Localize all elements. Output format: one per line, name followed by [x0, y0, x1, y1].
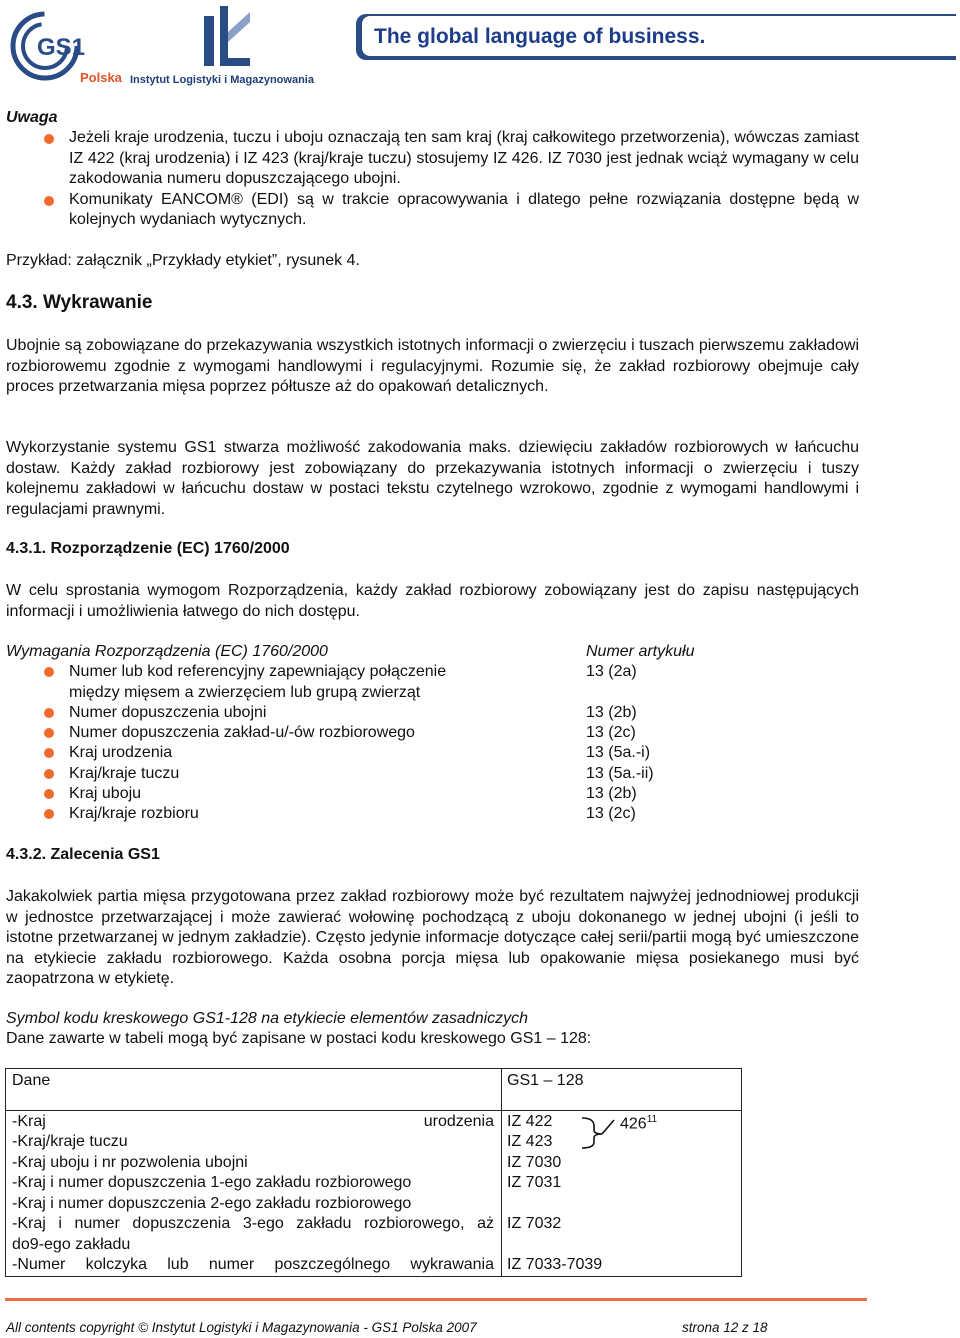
- requirement-row: [6, 723, 859, 743]
- uwaga-bullet: Komunikaty EANCOM® (EDI) są w trakcie opracowywania i dlatego pełne rozwiązania dostępne będą w kolejnych wydaniach wytycznych.: [6, 190, 859, 231]
- uwaga-bullet: Jeżeli kraje urodzenia, tuczu i uboju oznaczają ten sam kraj (kraj całkowitego przetworzenia), wówczas zamiast IZ 422 (kraj urodzenia) i IZ 423 (kraj/kraje tuczu) stosujemy IZ 426. IZ 7030 jest jednak wciąż wymagany w celu zakodowania numeru dopuszczającego ubojni.: [6, 128, 859, 190]
- table-cell-left: -Kraj i numer dopuszczenia 3-ego zakładu rozbiorowego, aż: [12, 1215, 494, 1232]
- example-line: Przykład: załącznik „Przykłady etykiet”, rysunek 4.: [6, 252, 360, 269]
- footer-rule: [5, 1298, 867, 1301]
- requirement-article: 13 (5a.-i): [586, 744, 651, 762]
- ilim-logo-text: Instytut Logistyki i Magazynowania: [130, 74, 314, 86]
- requirement-label: Kraj urodzenia: [69, 744, 173, 762]
- table-cell-right: IZ 7033-7039: [507, 1256, 603, 1273]
- section-4-3-2-paragraph: Jakakolwiek partia mięsa przygotowana przez zakład rozbiorowy może być rezultatem najwyżej jednodniowej produkcji w jednostce przetwarzającej i może zawierać wołowinę pochodzącą z uboju dokonanego w jednej ubojni (i jeśli to istotne przetwarzanej w jednym zakładzie). Często jedynie informacje dotyczące całej serii/partii mogą być umieszczone na etykiecie zakładu rozbiorowego. Każda osobna porcja mięsa lub opakowanie mięsa posiekanego musi być zaopatrzona w etykietę.: [6, 888, 859, 987]
- requirement-row: [6, 784, 859, 804]
- requirement-label: Numer dopuszczenia ubojni: [69, 703, 267, 721]
- requirement-row: [6, 662, 859, 682]
- bullet-dot: [44, 708, 54, 718]
- table-header-left: Dane: [12, 1072, 51, 1089]
- gs1-data-table: [5, 1068, 742, 1277]
- requirement-article: 13 (2b): [586, 785, 637, 803]
- bullet-dot: [44, 789, 54, 799]
- table-cell-left: -Kraj i numer dopuszczenia 1-ego zakładu rozbiorowego: [12, 1174, 412, 1191]
- requirement-article: 13 (2c): [586, 724, 636, 742]
- section-heading-4-3-1: 4.3.1. Rozporządzenie (EC) 1760/2000: [6, 540, 290, 557]
- bullet-dot: [44, 809, 54, 819]
- bullet-dot: [44, 667, 54, 677]
- requirement-article: 13 (5a.-ii): [586, 764, 654, 782]
- gs1-logo: [7, 8, 91, 82]
- requirement-label: Kraj/kraje tuczu: [69, 764, 180, 782]
- gs1-logo-text: GS1: [37, 34, 86, 61]
- requirement-label: Kraj/kraje rozbioru: [69, 805, 199, 823]
- table-cell-right: IZ 423: [507, 1133, 553, 1150]
- combined-code-value: 426: [620, 1115, 647, 1133]
- section-heading-4-3-2: 4.3.2. Zalecenia GS1: [6, 846, 160, 863]
- footer-page-number: strona 12 z 18: [682, 1320, 768, 1335]
- requirement-article: 13 (2b): [586, 703, 637, 721]
- curly-brace-icon: [580, 1114, 616, 1150]
- section-4-3-paragraph-2: Wykorzystanie systemu GS1 stwarza możliwość zakodowania maks. dziewięciu zakładów rozbiorowych w łańcuchu dostaw. Każdy zakład rozbiorowy jest zobowiązany do przekazywania istotnych informacji o zwierzęciu i tuszy kolejnemu zakładowi w łańcuchu dostaw w postaci tekstu czytelnego wzrokowo, zgodnie z wymogami handlowymi i regulacjami prawnymi.: [6, 439, 859, 518]
- requirement-row: [6, 743, 859, 763]
- requirement-row: [6, 764, 859, 784]
- table-cell-right: IZ 7031: [507, 1174, 562, 1191]
- symbol-title: Symbol kodu kreskowego GS1-128 na etykiecie elementów zasadniczych: [6, 1010, 529, 1027]
- requirements-header-left: Wymagania Rozporządzenia (EC) 1760/2000: [6, 643, 328, 660]
- requirement-label: między mięsem a zwierzęciem lub grupą zwierząt: [69, 683, 421, 701]
- banner-title: The global language of business.: [374, 25, 706, 48]
- table-header-right: GS1 – 128: [507, 1072, 584, 1089]
- requirement-row: [6, 703, 859, 723]
- table-cell-left: -Kraj i numer dopuszczenia 2-ego zakładu rozbiorowego: [12, 1195, 412, 1212]
- bullet-dot: [44, 748, 54, 758]
- table-cell-left: -Kraj uboju i nr pozwolenia ubojni: [12, 1154, 248, 1171]
- requirements-header: [6, 642, 859, 662]
- requirements-list: [6, 642, 859, 825]
- section-heading-4-3: 4.3. Wykrawanie: [6, 292, 153, 313]
- section-4-3-paragraph-1: Ubojnie są zobowiązane do przekazywania wszystkich istotnych informacji o zwierzęciu i tuszach pierwszemu zakładowi rozbiorowemu zgodnie z wymogami handlowymi i regulacyjnymi. Rozumie się, że zakład rozbiorowy obejmuje cały proces przetwarzania mięsa poprzez półtusze aż do opakowań detalicznych.: [6, 337, 859, 395]
- table-cell-left: -Kraj urodzenia: [12, 1113, 494, 1130]
- requirement-article: 13 (2c): [586, 805, 636, 823]
- footer-copyright: All contents copyright © Instytut Logistyki i Magazynowania - GS1 Polska 2007: [6, 1320, 477, 1335]
- table-cell-left: -Numer kolczyka lub numer poszczególnego wykrawania: [12, 1256, 494, 1273]
- requirement-row-continued: [6, 683, 859, 703]
- requirement-label: Numer dopuszczenia zakład-u/-ów rozbiorowego: [69, 724, 415, 742]
- bullet-dot: [44, 728, 54, 738]
- table-cell-right: IZ 7030: [507, 1154, 562, 1171]
- table-divider-vertical: [501, 1069, 502, 1276]
- table-cell-left: do9-ego zakładu: [12, 1236, 131, 1253]
- section-4-3-1-paragraph: W celu sprostania wymogom Rozporządzenia, każdy zakład rozbiorowy zobowiązany jest do zapisu następujących informacji i umożliwienia łatwego do nich dostępu.: [6, 582, 859, 620]
- uwaga-list: [6, 128, 859, 231]
- requirement-label: Numer lub kod referencyjny zapewniający połączenie: [69, 663, 447, 681]
- combined-code: [620, 1110, 657, 1134]
- table-cell-right: IZ 422: [507, 1113, 553, 1130]
- requirement-row: [6, 804, 859, 824]
- footnote-ref: 11: [646, 1114, 658, 1125]
- uwaga-heading: Uwaga: [6, 109, 58, 126]
- gs1-logo-sub: Polska: [80, 70, 122, 85]
- symbol-text: Dane zawarte w tabeli mogą być zapisane w postaci kodu kreskowego GS1 – 128:: [6, 1030, 592, 1047]
- requirement-label: Kraj uboju: [69, 785, 142, 803]
- ilim-logo: [200, 2, 260, 76]
- bullet-dot: [44, 769, 54, 779]
- requirements-header-right: Numer artykułu: [586, 643, 695, 660]
- table-cell-left: -Kraj/kraje tuczu: [12, 1133, 128, 1150]
- table-cell-right: IZ 7032: [507, 1215, 562, 1232]
- requirement-article: 13 (2a): [586, 663, 637, 681]
